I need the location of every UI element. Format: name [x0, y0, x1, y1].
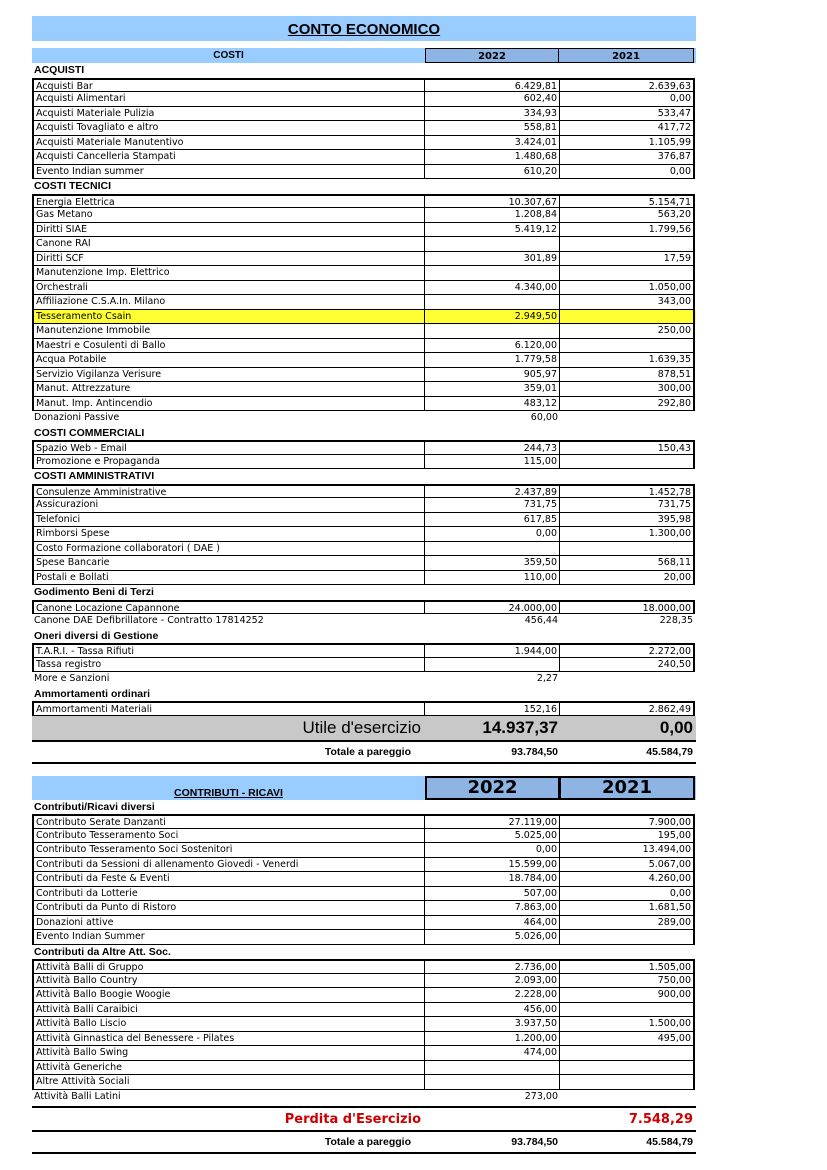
value-2021: 195,00 [560, 829, 695, 844]
value-2022: 115,00 [425, 455, 560, 470]
costi-table-row [32, 614, 696, 629]
section-heading: Contributi da Altre Att. Soc. [34, 945, 171, 958]
row-label: Promozione e Propaganda [32, 455, 425, 470]
costi-table-row [32, 295, 696, 310]
ricavi-table-row [32, 858, 696, 873]
costi-table-row [32, 339, 696, 354]
row-label: Evento Indian summer [32, 165, 425, 180]
value-2022: 110,00 [425, 571, 560, 586]
row-label: Altre Attività Sociali [32, 1075, 425, 1090]
value-2021: 300,00 [560, 382, 695, 397]
costi-table-row [32, 136, 696, 151]
value-2022: 1.200,00 [425, 1032, 560, 1047]
row-label: Contributo Tesseramento Soci Sostenitori [32, 843, 425, 858]
row-label: Acquisti Materiale Pulizia [32, 107, 425, 122]
costi-table-row [32, 78, 696, 93]
costi-table-row [32, 92, 696, 107]
value-2021: 20,00 [560, 571, 695, 586]
ricavi-table-row [32, 1090, 696, 1105]
value-2022: 2.093,00 [425, 974, 560, 989]
value-2022: 3.424,01 [425, 136, 560, 151]
perdita-row [32, 1106, 696, 1132]
row-label: Canone Locazione Capannone [32, 600, 425, 615]
value-2022: 2.228,00 [425, 988, 560, 1003]
value-2021: 878,51 [560, 368, 695, 383]
utile-row [32, 716, 696, 742]
costi-table-row [32, 643, 696, 658]
value-2022: 18.784,00 [425, 872, 560, 887]
costi-table-row [32, 107, 696, 122]
ricavi-table-row [32, 814, 696, 829]
value-2021: 495,00 [560, 1032, 695, 1047]
value-2022 [425, 295, 560, 310]
value-2022 [425, 1075, 560, 1090]
value-2021: 1.681,50 [560, 901, 695, 916]
value-2021: 0,00 [560, 92, 695, 107]
row-label: Costo Formazione collaboratori ( DAE ) [32, 542, 425, 557]
row-label: Contributi da Sessioni di allenamento Giovedi - Venerdi [32, 858, 425, 873]
ricavi-table-row [32, 872, 696, 887]
costi-table-row [32, 542, 696, 557]
costi-table-row [32, 658, 696, 673]
costi-table-row [32, 281, 696, 296]
section-heading: COSTI COMMERCIALI [34, 426, 145, 439]
ricavi-table-row [32, 1046, 696, 1061]
ricavi-body [32, 800, 696, 1105]
row-label: Manut. Attrezzature [32, 382, 425, 397]
ricavi-table-row [32, 843, 696, 858]
ricavi-table-row [32, 901, 696, 916]
costi-table-row [32, 208, 696, 223]
row-label: Diritti SCF [32, 252, 425, 267]
row-label: Manutenzione Immobile [32, 324, 425, 339]
value-2022: 6.120,00 [425, 339, 560, 354]
value-2022 [425, 237, 560, 252]
value-2021 [560, 1003, 695, 1018]
row-label: Telefonici [32, 513, 425, 528]
row-label: Servizio Vigilanza Verisure [32, 368, 425, 383]
value-2022: 558,81 [425, 121, 560, 136]
value-2022 [425, 542, 560, 557]
ricavi-totale-row [32, 1132, 696, 1154]
row-label: Evento Indian Summer [32, 930, 425, 945]
value-2022: 602,40 [425, 92, 560, 107]
row-label: Acquisti Materiale Manutentivo [32, 136, 425, 151]
costi-table-row [32, 165, 696, 180]
value-2022: 464,00 [425, 916, 560, 931]
row-label: Affiliazione C.S.A.In. Milano [32, 295, 425, 310]
row-label: Gas Metano [32, 208, 425, 223]
value-2021: 289,00 [560, 916, 695, 931]
value-2021: 0,00 [560, 165, 695, 180]
costi-table-row [32, 672, 696, 687]
ricavi-header-2022: 2022 [425, 776, 560, 800]
value-2021: 5.154,71 [560, 194, 695, 209]
value-2022: 1.480,68 [425, 150, 560, 165]
costi-table-row [32, 194, 696, 209]
value-2022: 5.026,00 [425, 930, 560, 945]
costi-table-row [32, 455, 696, 470]
conto-economico-sheet [32, 16, 696, 1154]
row-label: Donazioni Passive [34, 412, 120, 423]
row-label: Tassa registro [32, 658, 425, 673]
row-label: Contributi da Lotterie [32, 887, 425, 902]
row-label: Consulenze Amministrative [32, 484, 425, 499]
value-2021: 4.260,00 [560, 872, 695, 887]
row-label: Attività Ballo Liscio [32, 1017, 425, 1032]
value-2021 [560, 542, 695, 557]
value-2022: 0,00 [425, 843, 560, 858]
value-2021: 2.272,00 [560, 643, 695, 658]
value-2021: 1.500,00 [560, 1017, 695, 1032]
value-2021 [560, 455, 695, 470]
row-label: Contributo Tesseramento Soci [32, 829, 425, 844]
value-2021: 13.494,00 [560, 843, 695, 858]
value-2022 [425, 1061, 560, 1076]
value-2021 [560, 339, 695, 354]
value-2021: 343,00 [560, 295, 695, 310]
section-heading: COSTI TECNICI [34, 180, 112, 192]
row-label: Attività Generiche [32, 1061, 425, 1076]
row-label: Ammortamenti Materiali [32, 701, 425, 716]
value-2021: 376,87 [560, 150, 695, 165]
section-heading: Oneri diversi di Gestione [34, 629, 159, 642]
row-label: Assicurazioni [32, 498, 425, 513]
costi-totale-2022: 93.784,50 [511, 745, 558, 758]
ricavi-header [32, 776, 696, 800]
value-2022: 60,00 [530, 412, 558, 423]
value-2021: 533,47 [560, 107, 695, 122]
value-2021: 568,11 [560, 556, 695, 571]
section-heading: ACQUISTI [34, 64, 85, 76]
value-2021: 1.105,99 [560, 136, 695, 151]
row-label: Contributi da Punto di Ristoro [32, 901, 425, 916]
value-2022: 617,85 [425, 513, 560, 528]
value-2021: 292,80 [560, 397, 695, 412]
row-label: Spazio Web - Email [32, 440, 425, 455]
value-2021: 395,98 [560, 513, 695, 528]
costi-table-row [32, 556, 696, 571]
costi-table-row [32, 223, 696, 238]
costi-table-row [32, 440, 696, 455]
value-2022: 27.119,00 [425, 814, 560, 829]
row-label: More e Sanzioni [34, 673, 110, 684]
value-2021: 1.452,78 [560, 484, 695, 499]
value-2021: 1.300,00 [560, 527, 695, 542]
row-label: Canone RAI [32, 237, 425, 252]
value-2022: 5.025,00 [425, 829, 560, 844]
row-label: Maestri e Cosulenti di Ballo [32, 339, 425, 354]
costi-table-row [32, 411, 696, 426]
costi-table-row [32, 701, 696, 716]
ricavi-table-row [32, 930, 696, 945]
value-2022: 24.000,00 [425, 600, 560, 615]
value-2022 [425, 266, 560, 281]
value-2021: 5.067,00 [560, 858, 695, 873]
row-label: Energia Elettrica [32, 194, 425, 209]
ricavi-table-row [32, 959, 696, 974]
value-2021: 417,72 [560, 121, 695, 136]
costi-table-row [32, 382, 696, 397]
value-2022: 301,89 [425, 252, 560, 267]
value-2022: 2,27 [536, 673, 558, 684]
costi-table-row [32, 571, 696, 586]
costi-table-row [32, 498, 696, 513]
value-2022: 1.944,00 [425, 643, 560, 658]
value-2021 [560, 1061, 695, 1076]
row-label: T.A.R.I. - Tassa Rifiuti [32, 643, 425, 658]
value-2021: 228,35 [659, 615, 693, 626]
costi-table-row [32, 150, 696, 165]
costi-table-row [32, 600, 696, 615]
costi-table-row [32, 237, 696, 252]
section-heading: COSTI AMMINISTRATIVI [34, 470, 155, 482]
row-label: Tesseramento Csain [32, 310, 425, 325]
row-label: Attività Balli Latini [34, 1090, 121, 1102]
value-2022: 359,01 [425, 382, 560, 397]
value-2021 [560, 310, 695, 325]
costi-header-label: COSTI [213, 50, 244, 61]
row-label: Contributo Serate Danzanti [32, 814, 425, 829]
value-2022: 10.307,67 [425, 194, 560, 209]
costi-header [32, 48, 696, 63]
value-2021 [560, 1046, 695, 1061]
costi-table-row [32, 266, 696, 281]
value-2021: 2.862,49 [560, 701, 695, 716]
value-2022: 4.340,00 [425, 281, 560, 296]
ricavi-table-row [32, 887, 696, 902]
value-2021: 18.000,00 [560, 600, 695, 615]
costi-totale-row [32, 742, 696, 764]
costi-table-row [32, 368, 696, 383]
value-2022: 2.736,00 [425, 959, 560, 974]
value-2022: 359,50 [425, 556, 560, 571]
row-label: Attività Ballo Country [32, 974, 425, 989]
value-2022: 731,75 [425, 498, 560, 513]
value-2022: 1.779,58 [425, 353, 560, 368]
row-label: Rimborsi Spese [32, 527, 425, 542]
costi-table-row [32, 252, 696, 267]
row-label: Manutenzione Imp. Elettrico [32, 266, 425, 281]
value-2022: 15.599,00 [425, 858, 560, 873]
value-2022: 334,93 [425, 107, 560, 122]
value-2021: 900,00 [560, 988, 695, 1003]
row-label: Canone DAE Defibrillatore - Contratto 17814252 [34, 615, 264, 626]
row-label: Attività Balli di Gruppo [32, 959, 425, 974]
value-2021: 2.639,63 [560, 78, 695, 93]
row-label: Postali e Bollati [32, 571, 425, 586]
value-2022: 456,44 [524, 615, 558, 626]
perdita-2021: 7.548,29 [628, 1111, 693, 1127]
value-2021: 0,00 [560, 887, 695, 902]
value-2022: 474,00 [425, 1046, 560, 1061]
costi-table-row [32, 484, 696, 499]
ricavi-header-2021: 2021 [560, 776, 695, 800]
value-2021 [560, 411, 695, 426]
value-2022: 2.949,50 [425, 310, 560, 325]
row-label: Orchestrali [32, 281, 425, 296]
value-2021 [560, 266, 695, 281]
section-heading: Ammortamenti ordinari [34, 687, 151, 700]
utile-2022: 14.937,37 [482, 717, 558, 737]
value-2021: 1.050,00 [560, 281, 695, 296]
ricavi-table-row [32, 1017, 696, 1032]
costi-table-row [32, 353, 696, 368]
costi-table-row [32, 324, 696, 339]
row-label: Attività Ballo Swing [32, 1046, 425, 1061]
value-2021: 150,43 [560, 440, 695, 455]
value-2021: 240,50 [560, 658, 695, 673]
value-2022: 905,97 [425, 368, 560, 383]
value-2022: 610,20 [425, 165, 560, 180]
value-2022: 6.429,81 [425, 78, 560, 93]
costi-header-2022: 2022 [425, 48, 559, 63]
costi-table-row [32, 397, 696, 412]
row-label: Contributi da Feste & Eventi [32, 872, 425, 887]
value-2022 [425, 324, 560, 339]
row-label: Acquisti Tovagliato e altro [32, 121, 425, 136]
value-2022: 483,12 [425, 397, 560, 412]
utile-label: Utile d'esercizio [302, 717, 421, 737]
value-2022: 3.937,50 [425, 1017, 560, 1032]
costi-table-row [32, 310, 696, 325]
value-2022: 456,00 [425, 1003, 560, 1018]
row-label: Acqua Potabile [32, 353, 425, 368]
ricavi-table-row [32, 1061, 696, 1076]
ricavi-totale-2021: 45.584,79 [646, 1136, 693, 1148]
costi-totale-2021: 45.584,79 [646, 745, 693, 758]
section-heading: Contributi/Ricavi diversi [34, 800, 155, 813]
value-2021: 250,00 [560, 324, 695, 339]
value-2021 [560, 1075, 695, 1090]
ricavi-totale-label: Totale a pareggio [324, 1136, 411, 1148]
row-label: Attività Ginnastica del Benessere - Pilates [32, 1032, 425, 1047]
value-2022: 244,73 [425, 440, 560, 455]
value-2022: 5.419,12 [425, 223, 560, 238]
value-2021 [560, 237, 695, 252]
value-2021: 1.639,35 [560, 353, 695, 368]
value-2021: 1.799,56 [560, 223, 695, 238]
row-label: Diritti SIAE [32, 223, 425, 238]
value-2022: 7.863,00 [425, 901, 560, 916]
ricavi-totale-2022: 93.784,50 [511, 1136, 558, 1148]
value-2021: 7.900,00 [560, 814, 695, 829]
value-2021: 731,75 [560, 498, 695, 513]
ricavi-header-label: CONTRIBUTI - RICAVI [174, 786, 283, 799]
ricavi-table-row [32, 974, 696, 989]
row-label: Spese Bancarie [32, 556, 425, 571]
value-2022 [425, 658, 560, 673]
ricavi-table-row [32, 916, 696, 931]
row-label: Acquisti Bar [32, 78, 425, 93]
value-2021 [560, 1090, 695, 1105]
row-label: Donazioni attive [32, 916, 425, 931]
value-2021 [560, 672, 695, 687]
value-2021: 17,59 [560, 252, 695, 267]
ricavi-table-row [32, 1032, 696, 1047]
value-2022: 2.437,89 [425, 484, 560, 499]
row-label: Manut. Imp. Antincendio [32, 397, 425, 412]
costi-table-row [32, 121, 696, 136]
row-label: Acquisti Cancelleria Stampati [32, 150, 425, 165]
value-2021: 563,20 [560, 208, 695, 223]
ricavi-table-row [32, 1075, 696, 1090]
costi-totale-label: Totale a pareggio [324, 745, 411, 758]
ricavi-table-row [32, 1003, 696, 1018]
section-heading: Godimento Beni di Terzi [34, 586, 154, 598]
ricavi-table-row [32, 988, 696, 1003]
value-2022: 1.208,84 [425, 208, 560, 223]
page-title: CONTO ECONOMICO [32, 16, 696, 41]
ricavi-table-row [32, 829, 696, 844]
perdita-label: Perdita d'Esercizio [284, 1111, 421, 1127]
row-label: Attività Ballo Boogie Woogie [32, 988, 425, 1003]
utile-2021: 0,00 [659, 717, 693, 737]
value-2022: 273,00 [524, 1090, 558, 1102]
costi-body [32, 63, 696, 716]
value-2021: 750,00 [560, 974, 695, 989]
row-label: Attività Balli Caraibici [32, 1003, 425, 1018]
value-2021: 1.505,00 [560, 959, 695, 974]
costi-header-2021: 2021 [559, 48, 694, 63]
value-2021 [560, 930, 695, 945]
row-label: Acquisti Alimentari [32, 92, 425, 107]
value-2022: 507,00 [425, 887, 560, 902]
costi-table-row [32, 513, 696, 528]
value-2022: 152,16 [425, 701, 560, 716]
value-2022: 0,00 [425, 527, 560, 542]
costi-table-row [32, 527, 696, 542]
